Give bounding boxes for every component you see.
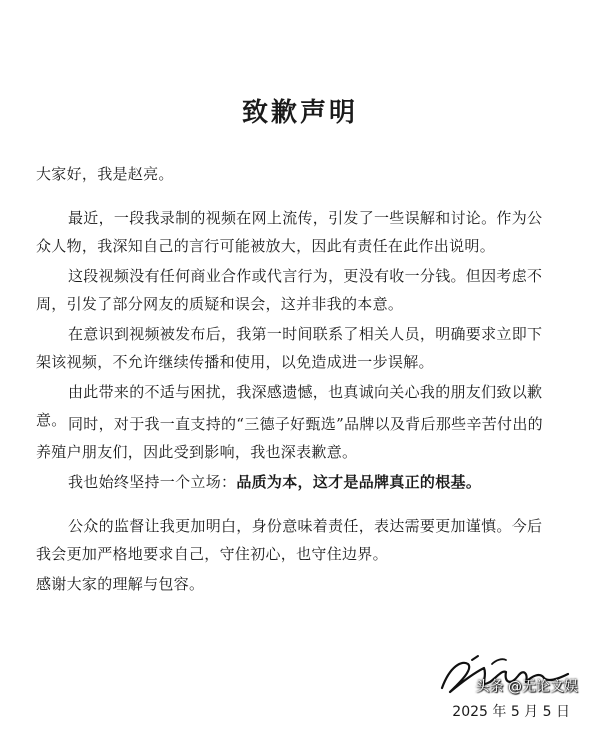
stance-paragraph <box>36 468 556 496</box>
greeting: 大家好，我是赵亮。 <box>36 165 174 183</box>
stance-prefix: 我也始终坚持一个立场： <box>68 473 237 491</box>
paragraph-3: 在意识到视频被发布后，我第一时间联系了相关人员，明确要求立即下架该视频，不允许继续传播和使用，以免造成进一步误解。 <box>36 325 543 371</box>
platform-watermark: 头条 @无论文娱 <box>475 679 578 695</box>
paragraph-5: 同时，对于我一直支持的“三德子好甄选”品牌以及背后那些辛苦付出的养殖户朋友们，因此受到影响，我也深表歉意。 <box>36 415 543 461</box>
paragraph-4: 由此带来的不适与困扰，我深感遗憾，也真诚向关心我的朋友们致以歉意。 <box>36 383 543 429</box>
statement-date: 2025 年 5 月 5 日 <box>452 704 570 720</box>
paragraph-6: 公众的监督让我更加明白，身份意味着责任，表达需要更加谨慎。今后我会更加严格地要求自己，守住初心，也守住边界。 <box>36 517 543 563</box>
paragraph-2: 这段视频没有任何商业合作或代言行为，更没有收一分钱。但因考虑不周，引发了部分网友的质疑和误会，这并非我的本意。 <box>36 267 543 313</box>
paragraph-1: 最近，一段我录制的视频在网上流传，引发了一些误解和讨论。作为公众人物，我深知自己的言行可能被放大，因此有责任在此作出说明。 <box>36 209 543 255</box>
stance-emphasis: 品质为本，这才是品牌真正的根基。 <box>236 473 482 491</box>
closing-line: 感谢大家的理解与包容。 <box>36 575 205 593</box>
statement-title: 致歉声明 <box>241 98 358 128</box>
